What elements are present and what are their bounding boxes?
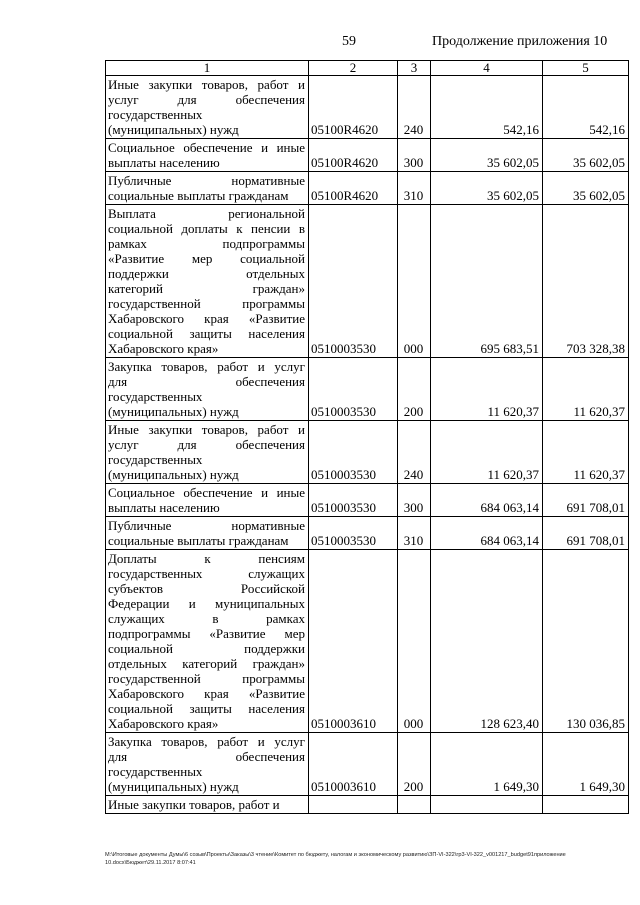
target-code: 0510003610	[309, 550, 398, 733]
amount-2019: 130 036,85	[543, 550, 629, 733]
row-name-line: социальные выплаты гражданам	[108, 188, 289, 203]
row-name-line: отдельных категорий граждан»	[108, 656, 305, 671]
table-row	[106, 172, 629, 205]
row-name-line: категорий граждан»	[108, 281, 305, 296]
row-name-line: для обеспечения	[108, 749, 305, 764]
row-name	[106, 172, 309, 205]
row-name	[106, 517, 309, 550]
row-name-line: государственных	[108, 764, 203, 779]
target-code: 05100R4620	[309, 139, 398, 172]
expense-type	[398, 796, 431, 814]
row-name-line: выплаты населению	[108, 155, 220, 170]
row-name-line: Социальное обеспечение и иные	[108, 485, 305, 500]
amount-2018: 684 063,14	[431, 517, 543, 550]
row-name-line: государственных	[108, 452, 203, 467]
row-name-line: Социальное обеспечение и иные	[108, 140, 305, 155]
column-header: 4	[431, 61, 543, 76]
row-name-line: выплаты населению	[108, 500, 220, 515]
row-name-line: Иные закупки товаров, работ и	[108, 77, 305, 92]
row-name	[106, 796, 309, 814]
table-row	[106, 733, 629, 796]
expense-type: 000	[398, 550, 431, 733]
row-name-line: субъектов Российской	[108, 581, 305, 596]
row-name-line: государственных	[108, 389, 203, 404]
row-name	[106, 358, 309, 421]
target-code: 0510003610	[309, 733, 398, 796]
row-name-line: Хабаровского края»	[108, 716, 219, 731]
row-name-line: Публичные нормативные	[108, 173, 305, 188]
column-header: 3	[398, 61, 431, 76]
column-header: 2	[309, 61, 398, 76]
column-header: 5	[543, 61, 629, 76]
table-row	[106, 421, 629, 484]
table-row	[106, 205, 629, 358]
expense-type: 000	[398, 205, 431, 358]
table-row	[106, 358, 629, 421]
row-name-line: социальной доплаты к пенсии в	[108, 221, 305, 236]
target-code: 05100R4620	[309, 76, 398, 139]
budget-table	[105, 60, 629, 814]
expense-type: 200	[398, 733, 431, 796]
expense-type: 200	[398, 358, 431, 421]
row-name-line: служащих в рамках	[108, 611, 305, 626]
row-name-line: (муниципальных) нужд	[108, 404, 239, 419]
row-name	[106, 421, 309, 484]
row-name-line: (муниципальных) нужд	[108, 467, 239, 482]
row-name	[106, 205, 309, 358]
expense-type: 240	[398, 76, 431, 139]
amount-2018: 11 620,37	[431, 421, 543, 484]
row-name-line: рамках подпрограммы	[108, 236, 305, 251]
expense-type: 300	[398, 139, 431, 172]
row-name-line: Закупка товаров, работ и услуг	[108, 359, 305, 374]
row-name-line: услуг для обеспечения	[108, 437, 305, 452]
row-name	[106, 550, 309, 733]
table-header-row	[106, 61, 629, 76]
table-row	[106, 517, 629, 550]
target-code: 0510003530	[309, 205, 398, 358]
row-name-line: государственных служащих	[108, 566, 305, 581]
row-name-line: социальной защиты населения	[108, 326, 305, 341]
row-name-line: государственных	[108, 107, 203, 122]
row-name-line: (муниципальных) нужд	[108, 779, 239, 794]
row-name-line: Выплата региональной	[108, 206, 305, 221]
target-code: 0510003530	[309, 358, 398, 421]
row-name-line: Хабаровского края «Развитие	[108, 311, 305, 326]
target-code	[309, 796, 398, 814]
amount-2018: 1 649,30	[431, 733, 543, 796]
amount-2018: 695 683,51	[431, 205, 543, 358]
amount-2019: 703 328,38	[543, 205, 629, 358]
target-code: 0510003530	[309, 517, 398, 550]
amount-2019: 1 649,30	[543, 733, 629, 796]
row-name	[106, 484, 309, 517]
row-name-line: социальные выплаты гражданам	[108, 533, 289, 548]
expense-type: 300	[398, 484, 431, 517]
amount-2019	[543, 796, 629, 814]
amount-2019: 691 708,01	[543, 484, 629, 517]
row-name-line: Федерации и муниципальных	[108, 596, 305, 611]
page-number: 59	[342, 34, 356, 49]
target-code: 0510003530	[309, 484, 398, 517]
continuation-label: Продолжение приложения 10	[432, 34, 608, 49]
amount-2019: 11 620,37	[543, 358, 629, 421]
row-name	[106, 76, 309, 139]
target-code: 0510003530	[309, 421, 398, 484]
table-row	[106, 796, 629, 814]
expense-type: 240	[398, 421, 431, 484]
amount-2018: 35 602,05	[431, 172, 543, 205]
row-name-line: поддержки отдельных	[108, 266, 305, 281]
row-name-line: социальной поддержки	[108, 641, 305, 656]
column-header: 1	[106, 61, 309, 76]
row-name-line: Публичные нормативные	[108, 518, 305, 533]
row-name-line: государственной программы	[108, 671, 305, 686]
row-name-line: Иные закупки товаров, работ и	[108, 422, 305, 437]
amount-2019: 542,16	[543, 76, 629, 139]
row-name-line: «Развитие мер социальной	[108, 251, 305, 266]
row-name-line: для обеспечения	[108, 374, 305, 389]
row-name-line: Хабаровского края»	[108, 341, 219, 356]
row-name-line: Закупка товаров, работ и услуг	[108, 734, 305, 749]
amount-2018: 128 623,40	[431, 550, 543, 733]
table-row	[106, 550, 629, 733]
row-name-line: подпрограммы «Развитие мер	[108, 626, 305, 641]
amount-2018: 11 620,37	[431, 358, 543, 421]
row-name-line: (муниципальных) нужд	[108, 122, 239, 137]
row-name-line: услуг для обеспечения	[108, 92, 305, 107]
amount-2018: 542,16	[431, 76, 543, 139]
row-name-line: Доплаты к пенсиям	[108, 551, 305, 566]
amount-2018	[431, 796, 543, 814]
amount-2019: 11 620,37	[543, 421, 629, 484]
expense-type: 310	[398, 172, 431, 205]
amount-2019: 35 602,05	[543, 172, 629, 205]
table-row	[106, 139, 629, 172]
row-name-line: социальной защиты населения	[108, 701, 305, 716]
target-code: 05100R4620	[309, 172, 398, 205]
expense-type: 310	[398, 517, 431, 550]
row-name-line: Иные закупки товаров, работ и	[108, 797, 280, 812]
amount-2019: 35 602,05	[543, 139, 629, 172]
row-name	[106, 139, 309, 172]
amount-2018: 684 063,14	[431, 484, 543, 517]
row-name-line: Хабаровского края «Развитие	[108, 686, 305, 701]
amount-2019: 691 708,01	[543, 517, 629, 550]
row-name	[106, 733, 309, 796]
row-name-line: государственной программы	[108, 296, 305, 311]
table-row	[106, 76, 629, 139]
table-row	[106, 484, 629, 517]
amount-2018: 35 602,05	[431, 139, 543, 172]
file-path-footer: M:\Итоговые документы Думы\6 созыв\Проекты\Заказы\3 чтение\Комитет по бюджету, налогам и экономическому развитию\ЗП-VI-322\гр3-VI-322_v001217_budget91приложение 10.docx\Бюджет\29.11.2017 8:07:41	[105, 852, 566, 866]
